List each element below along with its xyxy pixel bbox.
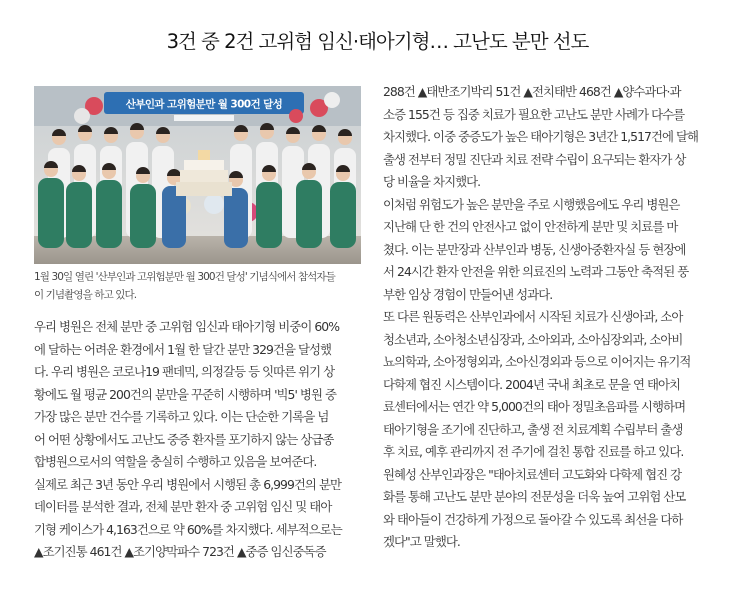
body-line: 와 태아들이 건강하게 가정으로 돌아갈 수 있도록 최선을 다하 <box>383 511 683 527</box>
body-line: 가장 많은 분만 건수를 기록하고 있다. 이는 단순한 기록을 넘 <box>34 409 329 424</box>
body-line: 어 어떤 상황에서도 고난도 중증 환자를 포기하지 않는 상급종 <box>34 431 334 447</box>
event-photo <box>34 86 361 264</box>
article-title: 3건 중 2건 고위험 임신·태아기형… 고난도 분만 선도 <box>166 30 589 53</box>
body-line: 이처럼 위험도가 높은 분만을 주로 시행했음에도 우리 병원은 <box>383 196 680 212</box>
body-line: 에 달하는 어려운 환경에서 1월 한 달간 분만 329건을 달성했 <box>34 341 332 357</box>
body-line: 쳤다. 이는 분만장과 산부인과 병동, 신생아중환자실 등 현장에 <box>383 241 686 257</box>
photo-caption <box>34 268 364 304</box>
banner-text: 산부인과 고위험분만 월 300건 달성 <box>125 98 283 111</box>
body-line: ▲조기진통 461건 ▲조기양막파수 723건 ▲중증 임신중독증 <box>34 544 326 559</box>
body-line: 후 치료, 예후 관리까지 전 주기에 걸친 통합 진료를 하고 있다. <box>383 444 684 459</box>
body-line: 데이터를 분석한 결과, 전체 분만 환자 중 고위험 임신 및 태아 <box>34 499 332 514</box>
body-line: 288건 ▲태반조기박리 51건 ▲전치태반 468건 ▲양수과다·과 <box>383 84 681 99</box>
body-line: 지난해 단 한 건의 안전사고 없이 안전하게 분만 및 치료를 마 <box>383 219 678 234</box>
body-line: 원혜성 산부인과장은 "태아치료센터 고도화와 다학제 협진 강 <box>383 466 682 482</box>
body-line: 기형 케이스가 4,163건으로 약 60%를 차지했다. 세부적으로는 <box>34 521 342 537</box>
body-line: 합병원으로서의 역할을 충실히 수행하고 있음을 보여준다. <box>34 454 317 469</box>
caption-line: 1월 30일 열린 '산부인과 고위험분만 월 300건 달성' 기념식에서 참석자들 <box>34 271 335 283</box>
body-line: 서 24시간 환자 안전을 위한 의료진의 노력과 그동안 축적된 풍 <box>383 264 689 279</box>
article-body-right <box>383 81 718 554</box>
body-line: 당 비율을 차지했다. <box>383 174 481 189</box>
body-line: 부한 임상 경험이 만들어낸 성과다. <box>383 286 553 302</box>
body-line: 청소년과, 소아청소년심장과, 소아외과, 소아심장외과, 소아비 <box>383 331 683 347</box>
body-line: 차지했다. 이중 중증도가 높은 태아기형은 3년간 1,517건에 달해 <box>383 129 699 144</box>
body-line: 우리 병원은 전체 분만 중 고위험 임신과 태아기형 비중이 60% <box>34 319 340 334</box>
body-line: 또 다른 원동력은 산부인과에서 시작된 치료가 신생아과, 소아 <box>383 309 683 324</box>
body-line: 실제로 최근 3년 동안 우리 병원에서 시행된 총 6,999건의 분만 <box>34 476 341 492</box>
body-line: 료센터에서는 연간 약 5,000건의 태아 정밀초음파를 시행하며 <box>383 399 686 414</box>
body-line: 태아기형을 조기에 진단하고, 출생 전 치료계획 수립부터 출생 <box>383 421 683 437</box>
body-line: 다학제 협진 시스템이다. 2004년 국내 최초로 문을 연 태아치 <box>383 376 681 392</box>
body-line: 화를 통해 고난도 분만 분야의 전문성을 더욱 높여 고위험 산모 <box>383 489 686 504</box>
body-line: 출생 전부터 정밀 진단과 치료 전략 수립이 요구되는 환자가 상 <box>383 151 686 167</box>
body-line: 뇨의학과, 소아정형외과, 소아신경외과 등으로 이어지는 유기적 <box>383 354 691 369</box>
body-line: 소증 155건 등 집중 치료가 필요한 고난도 분만 사례가 다수를 <box>383 106 685 122</box>
caption-line: 이 기념촬영을 하고 있다. <box>34 289 137 301</box>
body-line: 황에도 월 평균 200건의 분만을 꾸준히 시행하며 '빅5' 병원 중 <box>34 386 336 402</box>
article-body-left <box>34 316 364 564</box>
body-line: 다. 우리 병원은 코로나19 팬데믹, 의정갈등 등 잇따른 위기 상 <box>34 364 335 379</box>
body-line: 겠다"고 말했다. <box>383 534 460 549</box>
